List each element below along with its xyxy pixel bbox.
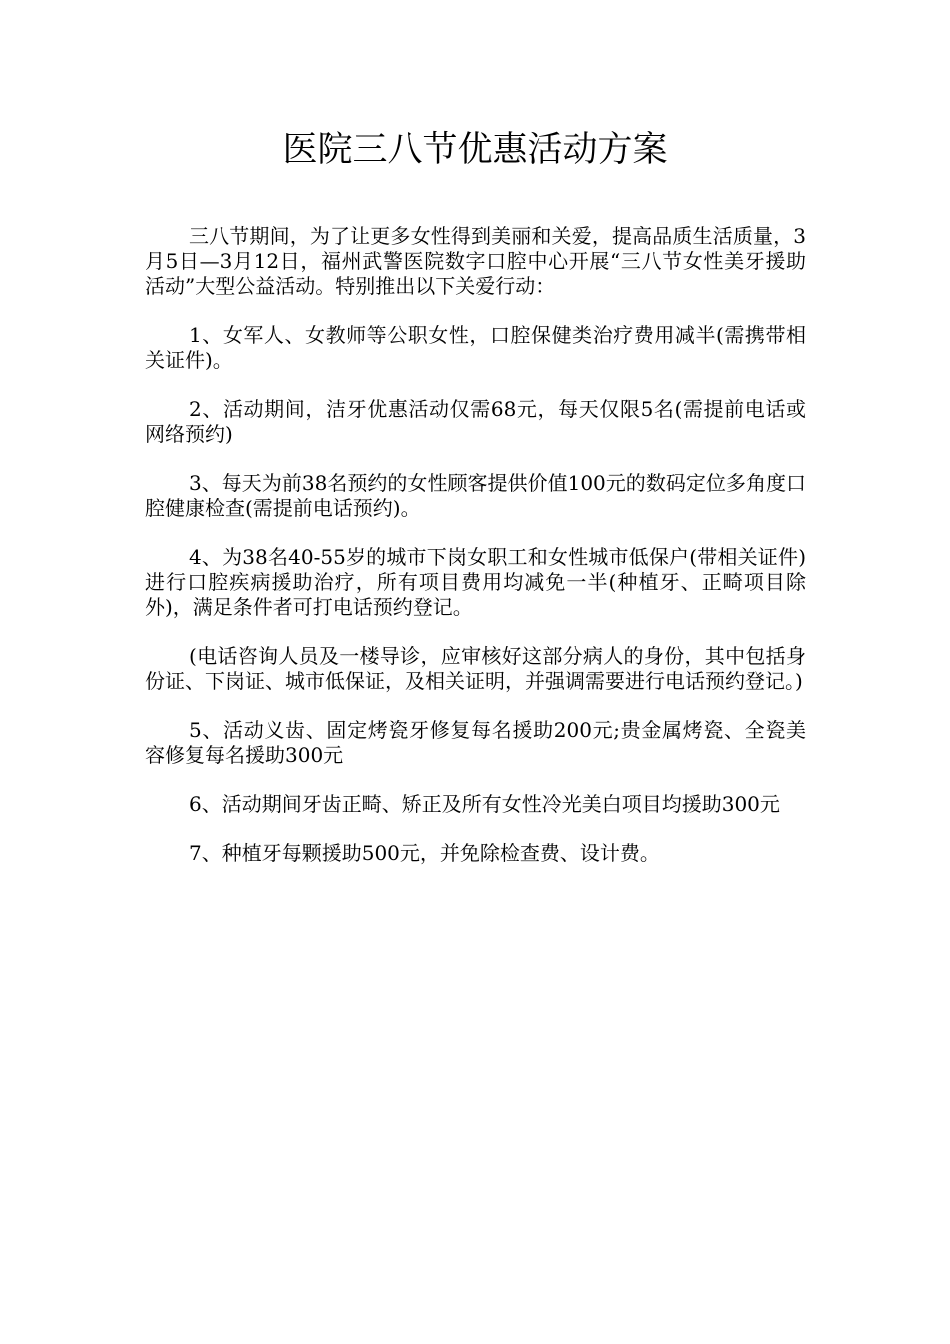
item-1-paragraph: 1、女军人、女教师等公职女性，口腔保健类治疗费用减半(需携带相关证件)。	[145, 323, 806, 372]
item-4-paragraph: 4、为38名40-55岁的城市下岗女职工和女性城市低保户(带相关证件)进行口腔疾病援助治疗，所有项目费用均减免一半(种植牙、正畸项目除外)，满足条件者可打电话预约登记。	[145, 545, 806, 619]
document-title: 医院三八节优惠活动方案	[282, 130, 668, 170]
note-paragraph: (电话咨询人员及一楼导诊，应审核好这部分病人的身份，其中包括身份证、下岗证、城市低保证，及相关证明，并强调需要进行电话预约登记。)	[145, 644, 806, 693]
item-6-paragraph: 6、活动期间牙齿正畸、矫正及所有女性冷光美白项目均援助300元	[189, 792, 780, 816]
item-2-paragraph: 2、活动期间，洁牙优惠活动仅需68元，每天仅限5名(需提前电话或网络预约)	[145, 397, 806, 446]
item-3-paragraph: 3、每天为前38名预约的女性顾客提供价值100元的数码定位多角度口腔健康检查(需提前电话预约)。	[145, 471, 806, 520]
item-7-paragraph: 7、种植牙每颗援助500元，并免除检查费、设计费。	[189, 841, 660, 865]
item-5-paragraph: 5、活动义齿、固定烤瓷牙修复每名援助200元;贵金属烤瓷、全瓷美容修复每名援助300元	[145, 718, 806, 767]
document-body	[145, 224, 806, 890]
intro-paragraph: 三八节期间，为了让更多女性得到美丽和关爱，提高品质生活质量，3月5日—3月12日，福州武警医院数字口腔中心开展“三八节女性美牙援助活动”大型公益活动。特别推出以下关爱行动：	[145, 224, 806, 298]
